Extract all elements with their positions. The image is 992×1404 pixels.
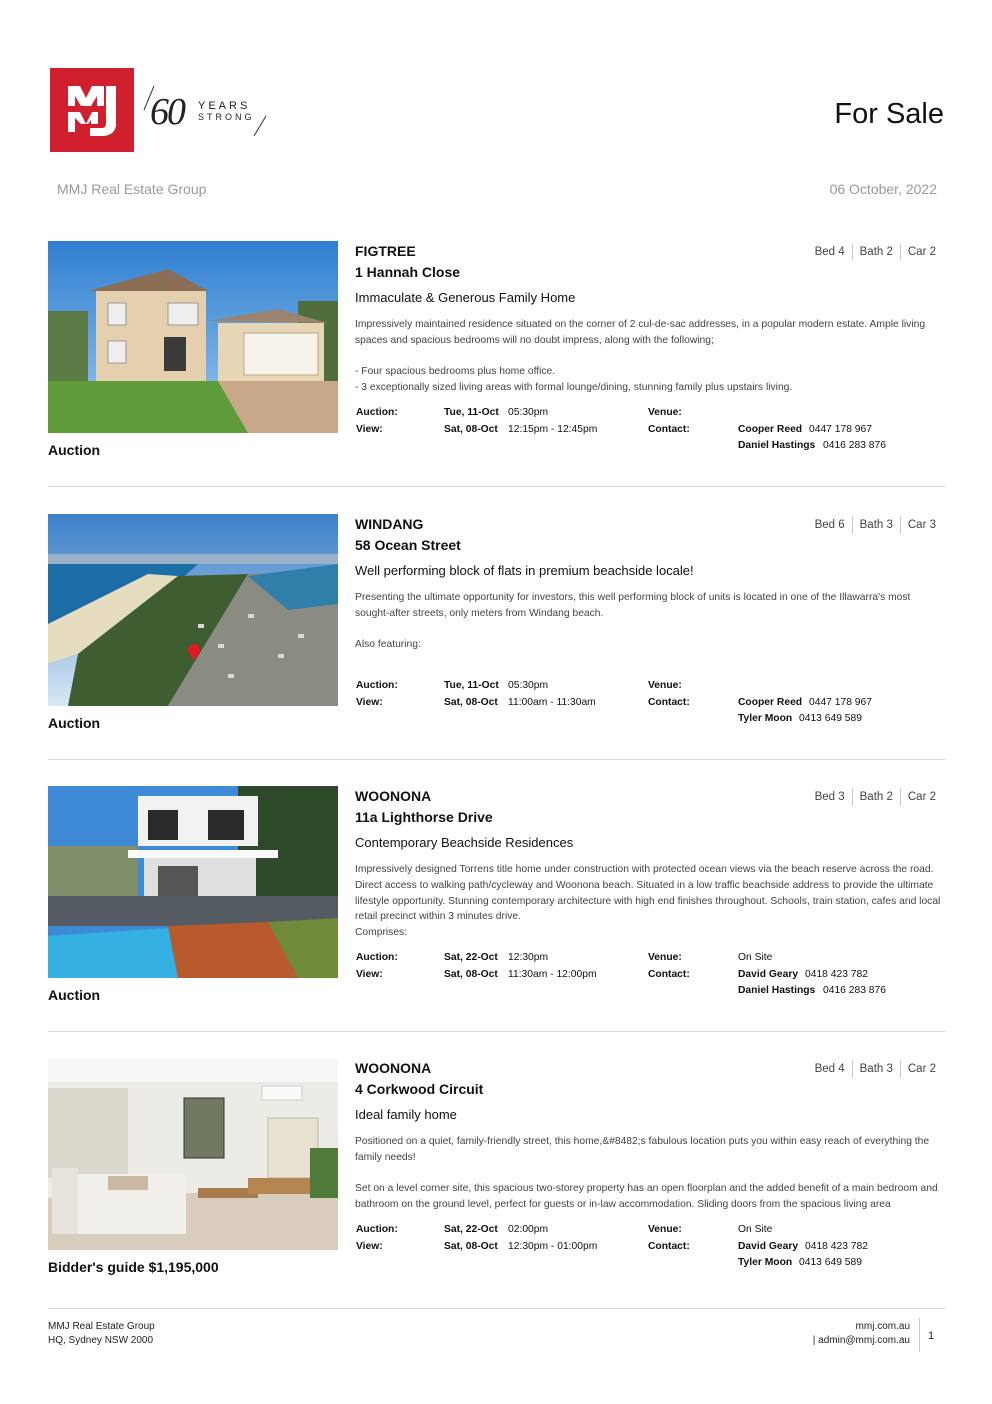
bed-count: Bed 6 <box>814 519 845 531</box>
contact-label: Contact: <box>648 969 690 980</box>
auction-date: Tue, 11-Oct <box>444 680 499 691</box>
listing-suburb: WINDANG <box>355 516 424 532</box>
car-count: Car 3 <box>900 516 936 534</box>
property-photo[interactable] <box>48 241 338 433</box>
price-label: Auction <box>48 987 101 1003</box>
anniversary-strong: STRONG <box>198 112 255 122</box>
bed-count: Bed 4 <box>814 246 845 258</box>
auction-label: Auction: <box>356 680 398 691</box>
view-date: Sat, 08-Oct <box>444 424 498 435</box>
venue-label: Venue: <box>648 952 682 963</box>
contact-name: David Geary <box>738 969 799 980</box>
view-date: Sat, 08-Oct <box>444 1241 498 1252</box>
footer-divider <box>48 1308 946 1309</box>
footer-agency: MMJ Real Estate Group <box>48 1321 155 1332</box>
auction-time: 05:30pm <box>508 407 549 418</box>
listing-divider <box>48 759 946 760</box>
listing-description: Positioned on a quiet, family-friendly street, this home,&#8482;s fabulous location puts you within easy reach of everything the family needs! Set on a level corner site, this spacious two-storey property has an open floorplan and the added benefit of a main bedroom and bathroom on the ground level, perfect for guests or in-law accommodation. Sliding doors from the spacious living area <box>355 1136 938 1211</box>
bath-count: Bath 2 <box>852 788 900 806</box>
contact-phone[interactable]: 0416 283 876 <box>823 985 886 996</box>
contact-name: Daniel Hastings <box>738 985 816 996</box>
bath-count: Bath 3 <box>852 1060 900 1078</box>
property-photo[interactable] <box>48 786 338 978</box>
contact-phone[interactable]: 0418 423 782 <box>805 969 868 980</box>
contact-phone[interactable]: 0418 423 782 <box>805 1241 868 1252</box>
listing-headline: Well performing block of flats in premium beachside locale! <box>355 563 694 578</box>
listing-address[interactable]: 58 Ocean Street <box>355 537 461 553</box>
auction-time: 05:30pm <box>508 680 549 691</box>
listing-address[interactable]: 11a Lighthorse Drive <box>355 809 493 825</box>
footer-address: HQ, Sydney NSW 2000 <box>48 1335 154 1346</box>
brand-text: MMJ <box>92 148 95 149</box>
view-label: View: <box>356 969 383 980</box>
view-time: 12:30pm - 01:00pm <box>508 1241 598 1252</box>
footer-website-link[interactable]: mmj.com.au <box>855 1321 910 1332</box>
footer-email-link[interactable]: | admin@mmj.com.au <box>812 1335 910 1346</box>
listing-address[interactable]: 4 Corkwood Circuit <box>355 1081 484 1097</box>
view-label: View: <box>356 424 383 435</box>
view-time: 12:15pm - 12:45pm <box>508 424 598 435</box>
listing-card[interactable] <box>48 241 946 513</box>
contact-phone[interactable]: 0447 178 967 <box>809 424 872 435</box>
contact-phone[interactable]: 0413 649 589 <box>799 713 862 724</box>
car-count: Car 2 <box>900 243 936 261</box>
listing-description: Presenting the ultimate opportunity for investors, this well performing block of units is located in one of the Illawarra's most sought-after streets, only meters from Windang beach. Also featuring: <box>355 592 911 651</box>
anniversary-years: YEARS <box>198 100 251 112</box>
property-photo[interactable] <box>48 1058 338 1250</box>
view-date: Sat, 08-Oct <box>444 969 498 980</box>
contact-phone[interactable]: 0416 283 876 <box>823 440 886 451</box>
contact-name: Daniel Hastings <box>738 440 816 451</box>
mmj-logo-mark <box>50 68 134 152</box>
contact-name: Tyler Moon <box>738 713 793 724</box>
listing-features <box>808 516 936 534</box>
listing-description: Impressively designed Torrens title home under construction with protected ocean views via the beach reserve across the road. Direct access to walking path/cycleway and Woonona beach. Situated in a low traffic beachside address to provide the ultimate lifestyle opportunity. Stunning contemporary architecture with high end finishes throughout. Schools, train station, cafes and local retail precinct within 3 minutes drive. Comprises: <box>355 864 941 939</box>
contact-phone[interactable]: 0413 649 589 <box>799 1257 862 1268</box>
bed-count: Bed 4 <box>814 1063 845 1075</box>
auction-label: Auction: <box>356 952 398 963</box>
contact-phone[interactable]: 0447 178 967 <box>809 697 872 708</box>
page-title: For Sale <box>834 98 944 130</box>
auction-time: 02:00pm <box>508 1224 549 1235</box>
listing-headline: Contemporary Beachside Residences <box>355 835 574 850</box>
contact-name: David Geary <box>738 1241 799 1252</box>
view-time: 11:00am - 11:30am <box>508 697 596 708</box>
auction-time: 12:30pm <box>508 952 549 963</box>
contact-name: Tyler Moon <box>738 1257 793 1268</box>
listing-divider <box>48 1031 946 1032</box>
auction-date: Sat, 22-Oct <box>444 952 498 963</box>
contact-name: Cooper Reed <box>738 424 803 435</box>
listing-divider <box>48 486 946 487</box>
auction-label: Auction: <box>356 1224 398 1235</box>
footer-separator <box>919 1318 920 1352</box>
report-date: 06 October, 2022 <box>829 181 937 197</box>
auction-label: Auction: <box>356 407 398 418</box>
contact-label: Contact: <box>648 424 690 435</box>
listing-headline: Immaculate & Generous Family Home <box>355 290 576 305</box>
view-label: View: <box>356 1241 383 1252</box>
listing-suburb: WOONONA <box>355 788 432 804</box>
auction-date: Tue, 11-Oct <box>444 407 499 418</box>
anniversary-number: 60 <box>150 91 184 133</box>
bed-count: Bed 3 <box>814 791 845 803</box>
venue-label: Venue: <box>648 680 682 691</box>
mmj-logo <box>50 68 134 152</box>
listing-address[interactable]: 1 Hannah Close <box>355 264 461 280</box>
listing-card[interactable] <box>48 786 946 1058</box>
property-photo[interactable] <box>48 514 338 706</box>
listing-suburb: WOONONA <box>355 1060 432 1076</box>
view-time: 11:30am - 12:00pm <box>508 969 597 980</box>
venue-value: On Site <box>738 952 773 963</box>
view-date: Sat, 08-Oct <box>444 697 498 708</box>
listing-card[interactable] <box>48 1058 946 1330</box>
listing-features <box>808 788 936 806</box>
contact-label: Contact: <box>648 697 690 708</box>
price-label: Auction <box>48 442 101 458</box>
listing-suburb: FIGTREE <box>355 243 416 259</box>
auction-date: Sat, 22-Oct <box>444 1224 498 1235</box>
venue-label: Venue: <box>648 1224 682 1235</box>
page-number: 1 <box>928 1330 935 1342</box>
price-label: Bidder's guide $1,195,000 <box>48 1259 219 1275</box>
contact-name: Cooper Reed <box>738 697 803 708</box>
listing-description: Impressively maintained residence situated on the corner of 2 cul-de-sac addresses, in a popular modern estate. Ample living spaces and spacious bedrooms will no doubt impress, along with the following; - Four spacious bedrooms plus home office. - 3 exceptionally sized living areas with formal lounge/dining, stunning family plus upstairs living. <box>355 319 926 394</box>
venue-label: Venue: <box>648 407 682 418</box>
car-count: Car 2 <box>900 788 936 806</box>
bath-count: Bath 2 <box>852 243 900 261</box>
listing-features <box>808 1060 936 1078</box>
price-label: Auction <box>48 715 101 731</box>
listing-features <box>808 243 936 261</box>
contact-label: Contact: <box>648 1241 690 1252</box>
bath-count: Bath 3 <box>852 516 900 534</box>
sixty-years-logo <box>142 84 268 140</box>
view-label: View: <box>356 697 383 708</box>
agency-name: MMJ Real Estate Group <box>57 181 207 197</box>
venue-value: On Site <box>738 1224 773 1235</box>
car-count: Car 2 <box>900 1060 936 1078</box>
listing-headline: Ideal family home <box>355 1107 457 1122</box>
listing-card[interactable] <box>48 514 946 786</box>
